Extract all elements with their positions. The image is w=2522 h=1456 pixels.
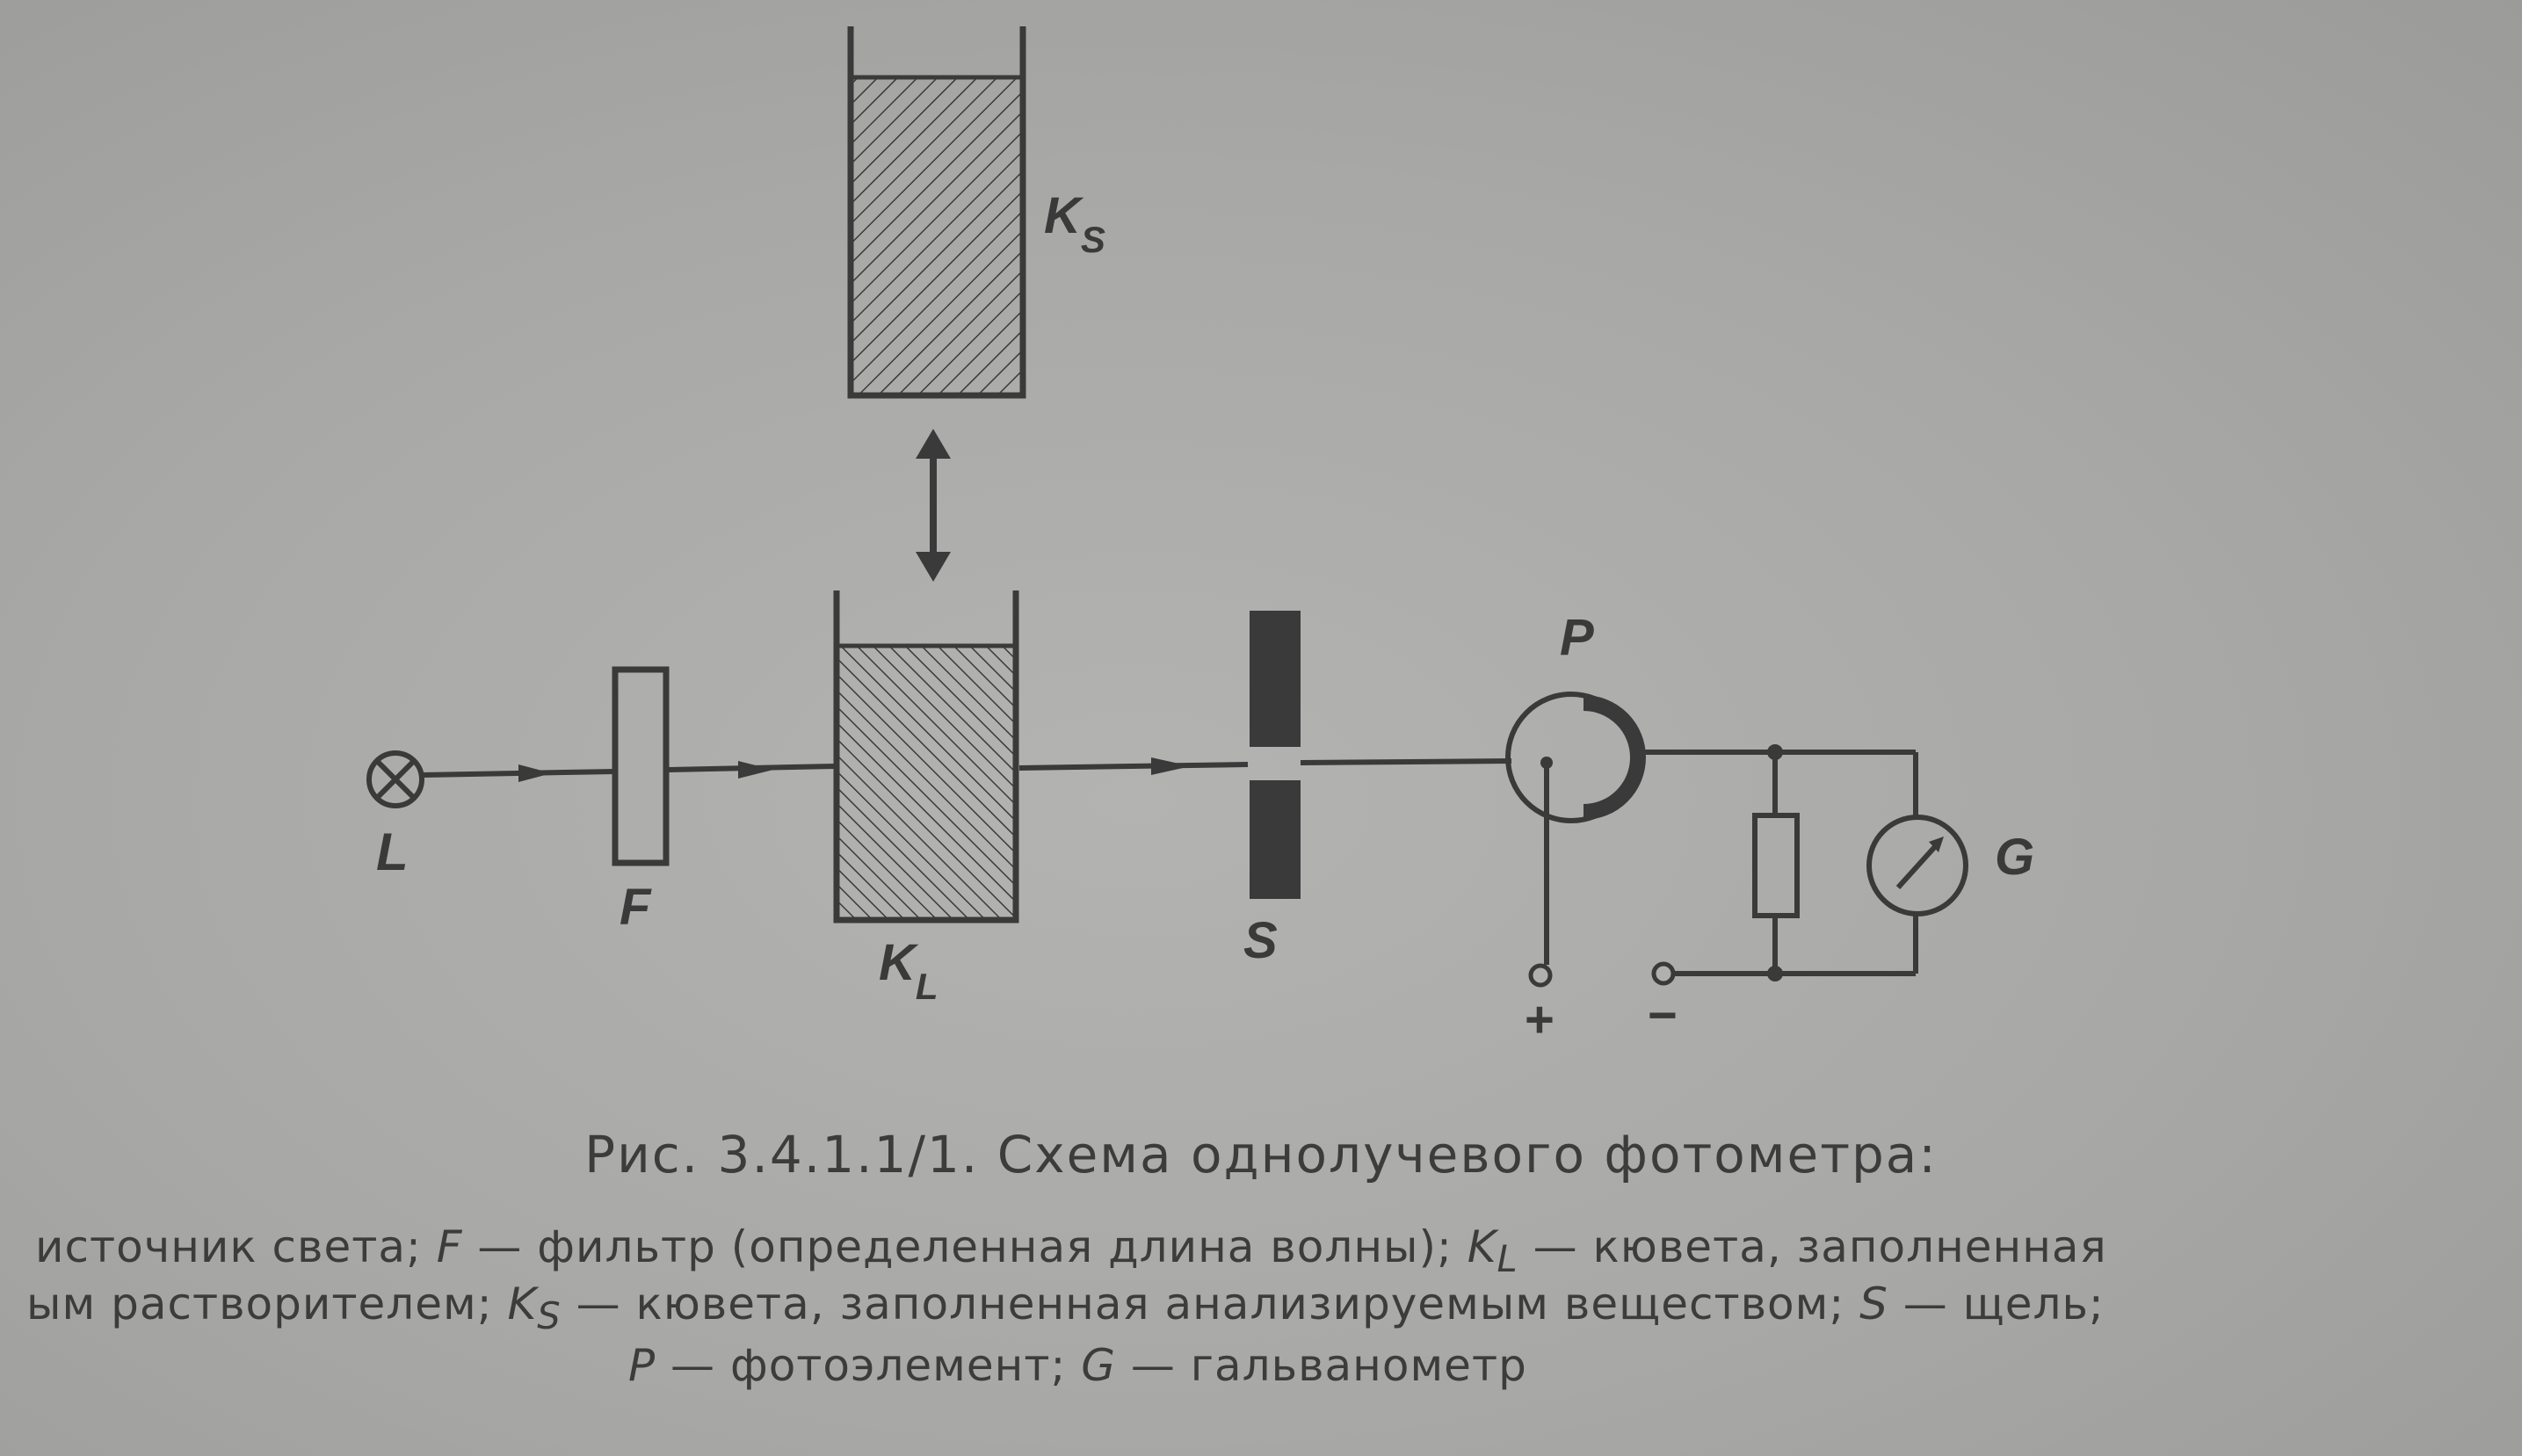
beam-arrow-3 — [1151, 757, 1191, 775]
cuvette-kl-icon — [837, 590, 1016, 920]
junction-bottom — [1767, 966, 1783, 982]
figure-caption-title: Рис. 3.4.1.1/1. Схема однолучевого фотометра: — [584, 1125, 1938, 1184]
label-p: P — [1560, 609, 1594, 666]
figure-caption-line-2: ым растворителем; $K_S$ — кювета, заполненная анализируемым веществом; S — щель; — [26, 1279, 2105, 1337]
label-plus: + — [1525, 991, 1555, 1048]
label-g: G — [1995, 829, 2035, 886]
label-minus: − — [1648, 987, 1678, 1044]
slit-icon — [1250, 611, 1301, 899]
label-s: S — [1243, 912, 1278, 969]
cuvette-ks-icon — [851, 26, 1023, 395]
terminal-plus-icon — [1531, 966, 1550, 985]
resistor-icon — [1755, 815, 1797, 916]
galvanometer-icon — [1869, 817, 1966, 914]
figure-caption-line-3: P — фотоэлемент; G — гальванометр — [628, 1340, 1527, 1391]
swap-double-arrow-icon — [916, 429, 951, 582]
lamp-icon — [369, 753, 422, 806]
filter-icon — [615, 670, 666, 863]
beam-arrow-1 — [518, 764, 552, 782]
circuit-wiring — [1547, 752, 1916, 974]
beam-arrow-2 — [738, 761, 773, 779]
label-f: F — [620, 879, 651, 936]
label-l: L — [376, 822, 409, 881]
figure-caption-line-1: источник света; F — фильтр (определенная длина волны); $K_L$ — кювета, заполненная — [35, 1221, 2107, 1280]
junction-top — [1767, 744, 1783, 760]
label-ks: $K_S$ — [1044, 187, 1105, 260]
label-kl: $K_L$ — [879, 934, 939, 1007]
photocell-icon — [1508, 694, 1638, 821]
terminal-minus-icon — [1654, 964, 1673, 983]
